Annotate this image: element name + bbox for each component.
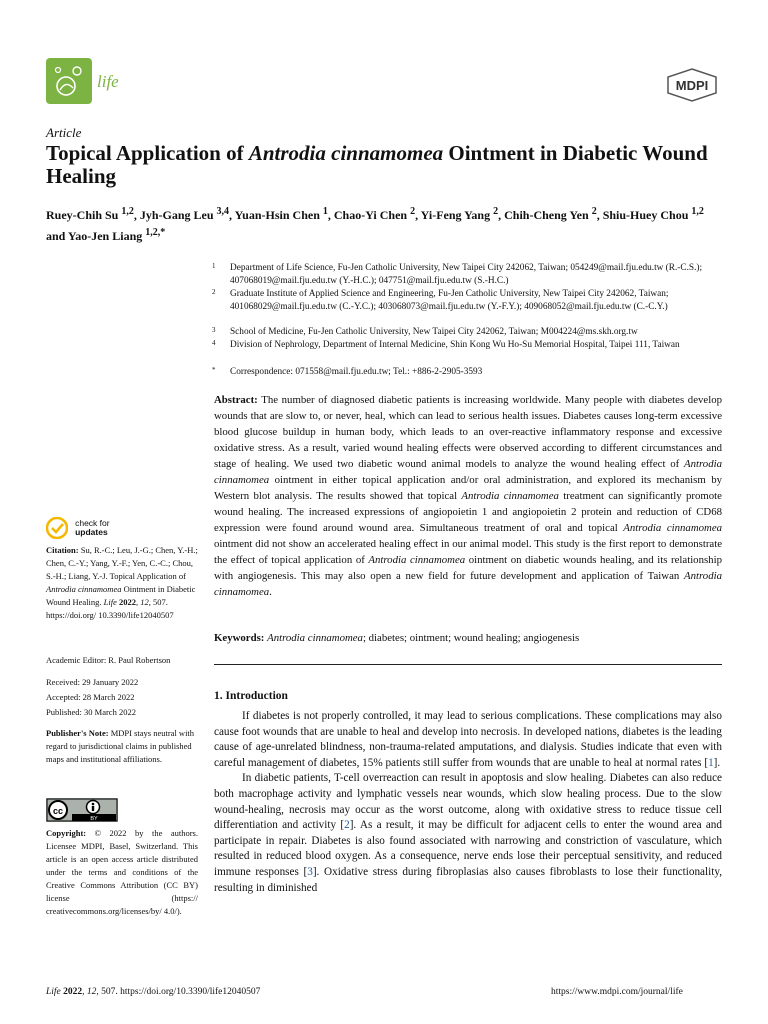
abstract: Abstract: The number of diagnosed diabetic patients is increasing worldwide. Many people with diabetes develop wounds that are slow to, or never, heal, which can lead to serious health issues. Diabetes causes long-term excessive blood glucose buildup in human body, which leads to an over-reactive inflammatory response and excessive oxidative stress. As a result, varied wound healing effects were observed according to different circumstances and stage of healing. We used two diabetic wound animal models to analyze the wound healing effect of Antrodia cinnamomea ointment in either topical application and/or oral administration, and explored its mechanism by Western blot analysis. The results showed that topical Antrodia cinnamomea treatment can significantly promote wound healing. The increased expressions of angiopoietin 1 and angiopoietin 2 protein and reduction of CD68 expression were found around wound area. Simultaneous treatment of oral and topical Antrodia cinnamomea ointment did not show an accelerated healing effect in our animal model. This study is the first report to demonstrate the effect of topical application of Antrodia cinnamomea ointment on diabetic wounds healing, and its relationship with angiogenesis. This may also open a new field for future development and application of Taiwan Antrodia cinnamomea. [214,394,723,598]
journal-logo-icon [46,58,92,104]
affiliation-1: 1 Department of Life Science, Fu-Jen Catholic University, New Taipei City 242062, Taiwan; 054249@mail.fju.edu.tw (R.-C.S.); 407068019@mail.fju.edu.tw (Y.-H.C.); 047751@mail.fju.edu.tw (S.-H.C.) [212,262,703,287]
svg-text:cc: cc [52,806,64,816]
author-list: Ruey-Chih Su $^{1,2}$, Jyh-Gang Leu $^{3,4}$, Yuan-Hsin Chen $^1$, Chao-Yi Chen $^2$, Yi-Feng Yang $^2$, Chih-Cheng Yen $^2$, Shiu-Huey Chou $^{1,2}$ and Yao-Jen Liang $^{1,2,*}$ [46,206,704,243]
cc-by-license-icon[interactable] [46,798,118,822]
article-type: Article [46,125,82,140]
affiliation-2: 2 Graduate Institute of Applied Science and Engineering, Fu-Jen Catholic University, New Taipei City 242062, Taiwan; 401068029@mail.fju.edu.tw (C.-Y.C.); 403068073@mail.fju.edu.tw (Y.-F.Y.); 409068052@mail.fju.edu.tw (C.-C.Y.) [212,288,669,313]
footer-citation: Life 2022, 12, 507. https://doi.org/10.3390/life12040507 [46,987,261,997]
svg-text:BY: BY [90,816,98,822]
publishers-note: Publisher's Note: MDPI stays neutral with regard to jurisdictional claims in published maps and institutional affiliations. [46,728,195,764]
section-divider [214,664,722,665]
paragraph: In diabetic patients, T-cell overreaction can result in apoptosis and slow healing. Diabetes can also reduce both macrophage activity and lymphatic vessels near wounds, which slow healing process. Due to the slow wound-healing, necrosis may occur as the worst outcome, along with oxidative stress to reduce tissue cell differentiation and activity [2]. As a result, it may be difficult for adjacent cells to enter the wound area and participate in repair. Diabetes is also found associated with narrowing and constriction of vasculature, which resulted in reduced blood oxygen. As a consequence, nerve ends lose their perceptual sensitivity, and reduced immune responses [3]. Oxidative stress during fibroplasias also causes fibroblasts to lose their functionality, resulting in diminished [214,772,722,894]
academic-editor: Academic Editor: R. Paul Robertson [46,655,171,665]
accepted-date: Accepted: 28 March 2022 [46,692,135,702]
received-date: Received: 29 January 2022 [46,677,139,687]
check-updates-icon [46,517,68,539]
published-date: Published: 30 March 2022 [46,707,136,717]
paragraph: If diabetes is not properly controlled, it may lead to serious complications. These complications may also cause foot wounds that are unable to heal and develop into necrosis. In developed nations, diabetes is the leading cause of age-unrelated blindness, non-trauma-related amputations, and dialysis. Studies indicate that even with careful management of diabetes, 15% patients still suffer from wounds that are unable to heal at normal rates [1]. [214,710,722,769]
publisher-logo [664,68,720,102]
section-heading: 1. Introduction [214,690,288,702]
article-title: Topical Application of Antrodia cinnamomea Ointment in Diabetic Wound Healing [46,141,708,188]
journal-name: life [97,72,119,91]
citation: Citation: Su, R.-C.; Leu, J.-G.; Chen, Y.-H.; Chen, C.-Y.; Yang, Y.-F.; Yen, C.-C.; Chou, S.-H.; Liang, Y.-J. Topical Application of Antrodia cinnamomea Ointment in Diabetic Wound Healing. Life 2022, 12, 507. https://doi.org/ 10.3390/life12040507 [46,545,198,620]
keywords: Keywords: Antrodia cinnamomea; diabetes; ointment; wound healing; angiogenesis [214,632,580,644]
correspondence: * Correspondence: 071558@mail.fju.edu.tw; Tel.: +886-2-2905-3593 [212,366,483,377]
copyright-notice: Copyright: © 2022 by the authors. Licensee MDPI, Basel, Switzerland. This article is an open access article distributed under the terms and conditions of the Creative Commons Attribution (CC BY) license (https:// creativecommons.org/licenses/by/ 4.0/). [46,828,198,916]
check-for-updates-button[interactable] [46,517,110,539]
affiliation-4: 4 Division of Nephrology, Department of Internal Medicine, Shin Kong Wu Ho-Su Memorial Hospital, Taipei 111, Taiwan [212,339,680,350]
footer-journal-url[interactable]: https://www.mdpi.com/journal/life [551,987,683,997]
introduction-body [214,709,722,896]
check-updates-label: check for updates [75,518,110,537]
svg-text:MDPI: MDPI [675,78,709,93]
affiliation-3: 3 School of Medicine, Fu-Jen Catholic University, New Taipei City 242062, Taiwan; M004224@ms.skh.org.tw [212,326,638,337]
